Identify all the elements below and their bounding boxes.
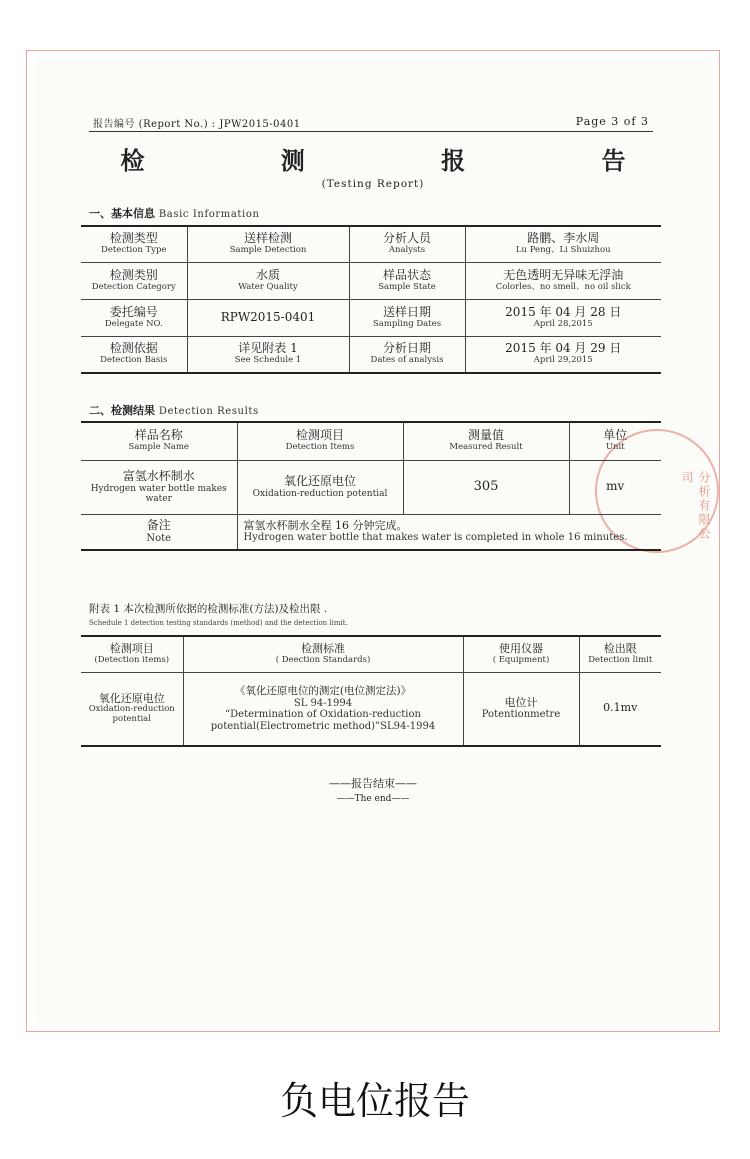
header-cell: 测量值 Measured Result <box>403 422 569 460</box>
note-row <box>81 514 661 550</box>
header-cell: 使用仪器 ( Equipment) <box>463 636 579 672</box>
cell: 分析日期 Dates of analysis <box>349 336 465 373</box>
cell: 送样日期 Sampling Dates <box>349 299 465 336</box>
stamp-text: 分析有限公司 <box>680 471 711 541</box>
cell: 详见附表 1 See Schedule 1 <box>187 336 349 373</box>
results-table <box>81 421 661 551</box>
table-row <box>81 672 661 746</box>
header-cell: 检测标准 ( Deection Standards) <box>183 636 463 672</box>
results-heading <box>89 402 259 418</box>
cell: 2015 年 04 月 29 日 April 29,2015 <box>465 336 661 373</box>
schedule-item-cell: 氧化还原电位 Oxidation-reduction potential <box>81 672 183 746</box>
detection-item-cell: 氧化还原电位 Oxidation-reduction potential <box>237 460 403 514</box>
cell: 分析人员 Analysts <box>349 226 465 262</box>
table-row <box>81 336 661 373</box>
table-header-row <box>81 636 661 672</box>
cell: 委托编号 Delegate NO. <box>81 299 187 336</box>
schedule-table <box>81 635 661 747</box>
report-frame <box>26 50 720 1032</box>
cell: 检测类型 Detection Type <box>81 226 187 262</box>
unit-cell: mv <box>569 460 661 514</box>
basic-info-heading <box>89 205 259 221</box>
header-cell: 检测项目 Detection Items <box>237 422 403 460</box>
header-rule <box>89 131 653 132</box>
results-heading-zh: 二、检测结果 <box>89 404 155 417</box>
header-cell: 单位 Unit <box>569 422 661 460</box>
page-caption: 负电位报告 <box>279 1079 470 1123</box>
basic-info-heading-zh: 一、基本信息 <box>89 207 155 220</box>
report-subtitle: (Testing Report) <box>321 178 425 190</box>
schedule-equipment-cell: 电位计 Potentionmetre <box>463 672 579 746</box>
header-cell: 检测项目 (Detection items) <box>81 636 183 672</box>
header-cell: 样品名称 Sample Name <box>81 422 237 460</box>
report-end-en: ——The end—— <box>336 794 410 804</box>
table-row <box>81 299 661 336</box>
cell: RPW2015-0401 <box>187 299 349 336</box>
report-number: 报告编号 (Report No.) : JPW2015-0401 <box>93 119 301 130</box>
table-row <box>81 460 661 514</box>
note-text-cell: 富氢水杯制水全程 16 分钟完成。 Hydrogen water bottle that makes water is completed in whole 16 minutes. <box>237 514 661 550</box>
results-heading-en: Detection Results <box>158 406 259 417</box>
sample-name-cell: 富氢水杯制水 Hydrogen water bottle makes water <box>81 460 237 514</box>
schedule-limit-cell: 0.1mv <box>579 672 661 746</box>
schedule-line: 附表 1 本次检测所依据的检测标准(方法)及检出限 . <box>89 603 328 615</box>
note-label-cell: 备注 Note <box>81 514 237 550</box>
table-header-row <box>81 422 661 460</box>
basic-info-heading-en: Basic Information <box>158 209 260 220</box>
schedule-standard-cell: 《氧化还原电位的测定(电位测定法)》 SL 94-1994 “Determination of Oxidation-reduction potential(Electrometric method)”SL94-1994 <box>183 672 463 746</box>
cell: 检测类别 Detection Category <box>81 262 187 299</box>
page-indicator: Page 3 of 3 <box>575 115 649 128</box>
report-end-zh: ——报告结束—— <box>329 777 417 790</box>
basic-info-table <box>81 225 661 374</box>
schedule-line-en: Schedule 1 detection testing standards (method) and the detection limit. <box>89 619 348 627</box>
cell: 样品状态 Sample State <box>349 262 465 299</box>
report-paper <box>35 59 711 1023</box>
table-row <box>81 226 661 262</box>
cell: 2015 年 04 月 28 日 April 28,2015 <box>465 299 661 336</box>
cell: 检测依据 Detection Basis <box>81 336 187 373</box>
table-row <box>81 262 661 299</box>
measured-value-cell: 305 <box>403 460 569 514</box>
cell: 无色透明无异味无浮油 Colorles、no smell、no oil slick <box>465 262 661 299</box>
cell: 路鹏、李水周 Lu Peng、Li Shuizhou <box>465 226 661 262</box>
cell: 送样检测 Sample Detection <box>187 226 349 262</box>
header-cell: 检出限 Detection limit <box>579 636 661 672</box>
report-title: 检 测 报 告 <box>120 146 690 175</box>
cell: 水质 Water Quality <box>187 262 349 299</box>
